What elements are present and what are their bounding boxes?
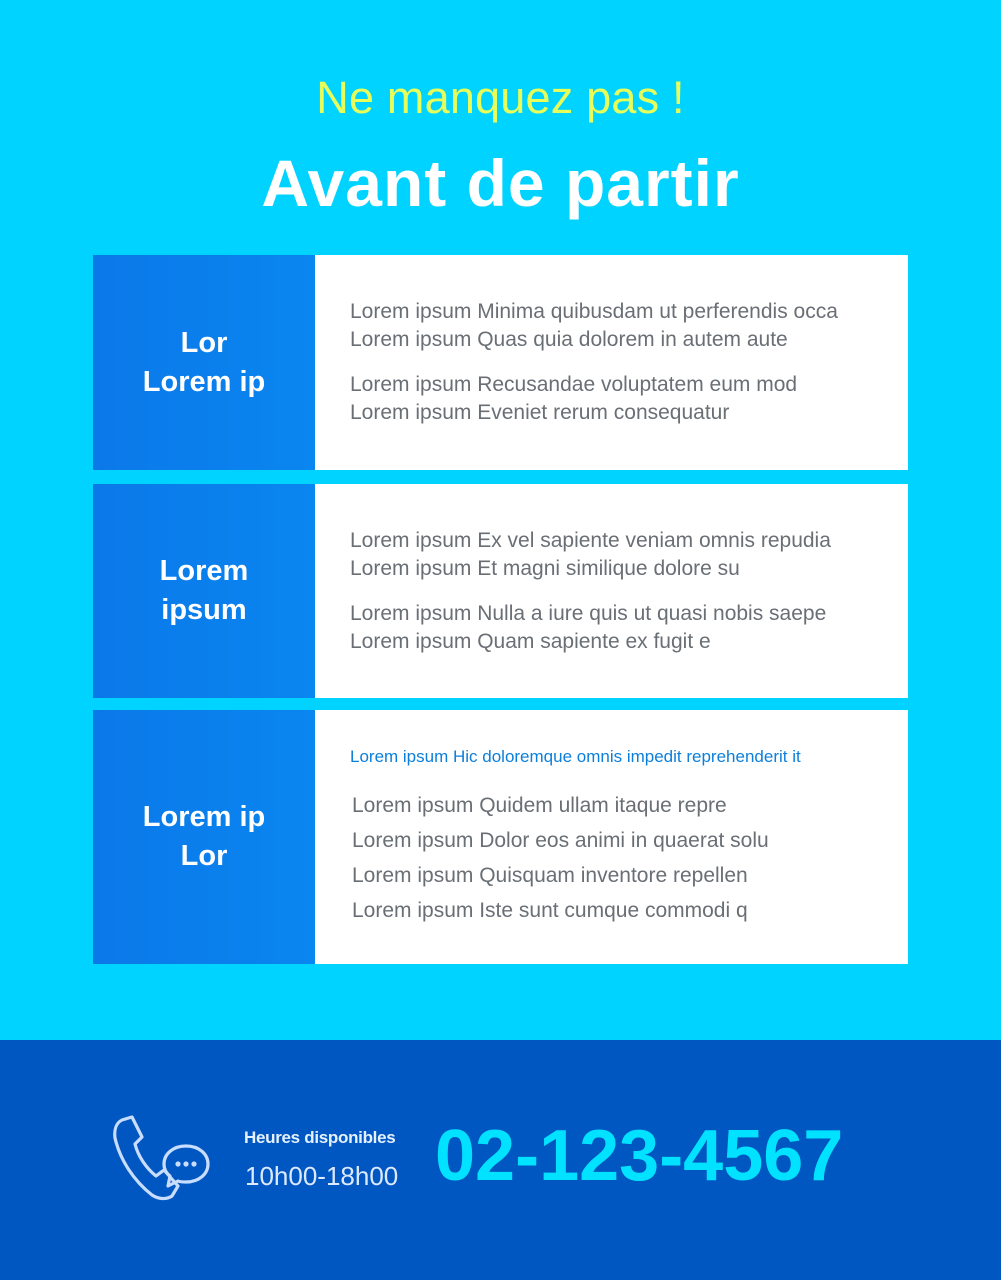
row-content bbox=[315, 484, 908, 698]
phone-number[interactable]: 02-123-4567 bbox=[435, 1116, 844, 1196]
text-group bbox=[350, 371, 908, 427]
row-label-line: Lorem ip bbox=[142, 365, 266, 398]
info-row-1 bbox=[93, 255, 908, 470]
text-group bbox=[350, 600, 908, 656]
row-label bbox=[93, 255, 315, 470]
kicker-text: Ne manquez pas ! bbox=[316, 72, 685, 123]
row-label bbox=[93, 710, 315, 964]
text-line: Lorem ipsum Nulla a iure quis ut quasi nobis saepe bbox=[350, 601, 827, 625]
row-label-line: Lor bbox=[180, 326, 228, 359]
row-content bbox=[315, 255, 908, 470]
row-label-line: ipsum bbox=[161, 594, 247, 626]
row-label-line: Lorem bbox=[159, 555, 249, 587]
text-line: Lorem ipsum Recusandae voluptatem eum mod bbox=[350, 373, 798, 396]
text-list bbox=[350, 788, 908, 928]
text-line: Lorem ipsum Minima quibusdam ut perferendis occa bbox=[350, 300, 838, 323]
list-item: Lorem ipsum Quisquam inventore repellen bbox=[352, 864, 748, 887]
row-label-line: Lor bbox=[180, 840, 228, 872]
row-content bbox=[315, 710, 908, 964]
list-item: Lorem ipsum Iste sunt cumque commodi q bbox=[352, 899, 748, 922]
text-line: Lorem ipsum Ex vel sapiente veniam omnis repudia bbox=[350, 528, 831, 552]
row-label-line: Lorem ip bbox=[142, 801, 266, 833]
page-title: Avant de partir bbox=[261, 146, 740, 220]
text-group bbox=[350, 298, 908, 354]
hours-label: Heures disponibles bbox=[244, 1128, 396, 1147]
text-line: Lorem ipsum Et magni similique dolore su bbox=[350, 556, 740, 580]
accent-text: Lorem ipsum Hic doloremque omnis impedit reprehenderit it bbox=[350, 747, 801, 766]
list-item: Lorem ipsum Quidem ullam itaque repre bbox=[352, 794, 727, 817]
info-row-2 bbox=[93, 484, 908, 698]
hours-value: 10h00-18h00 bbox=[245, 1161, 399, 1191]
text-line: Lorem ipsum Eveniet rerum consequatur bbox=[350, 401, 730, 424]
text-line: Lorem ipsum Quas quia dolorem in autem aute bbox=[350, 328, 788, 351]
list-item: Lorem ipsum Dolor eos animi in quaerat solu bbox=[352, 829, 769, 852]
row-label bbox=[93, 484, 315, 698]
phone-chat-icon bbox=[108, 1112, 212, 1204]
info-row-3 bbox=[93, 710, 908, 964]
text-line: Lorem ipsum Quam sapiente ex fugit e bbox=[350, 629, 711, 653]
text-group bbox=[350, 527, 908, 583]
